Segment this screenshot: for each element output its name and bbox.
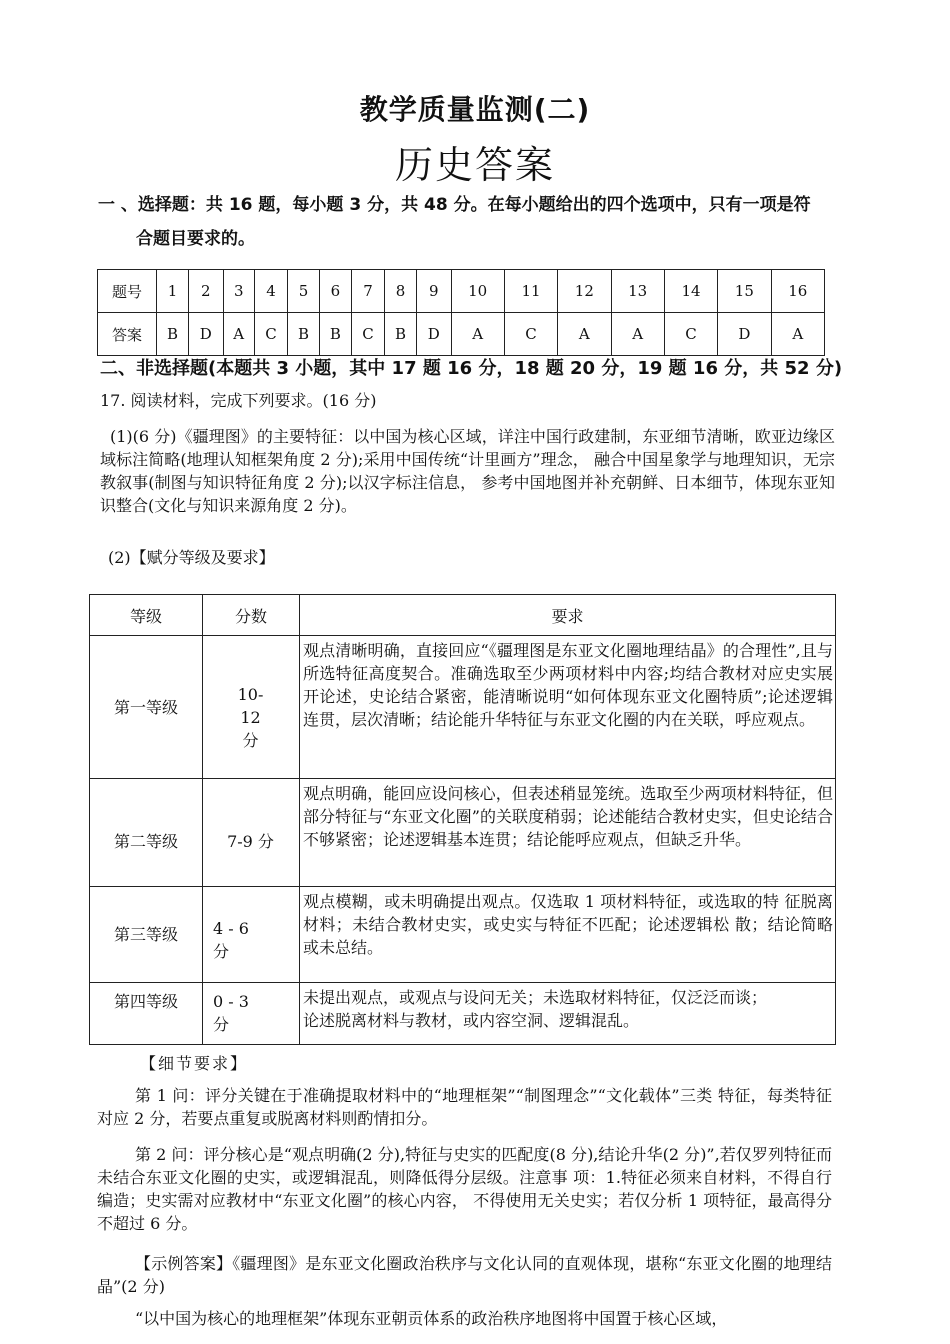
- question-number: 3: [223, 270, 254, 313]
- q17-part1-answer: (1)(6 分)《疆理图》的主要特征：以中国为核心区域，详注中国行政建制，东亚细节清晰，欧亚边缘区域标注简略(地理认知框架角度 2 分);采用中国传统“计里画方”理念， 融合中国星象学与地理知识，无宗教叙事(制图与知识特征角度 2 分);以汉字标注信息， 参考中国地图并补充朝鲜、日本细节，体现东亚知识整合(文化与知识来源角度 2 分)。: [100, 427, 835, 515]
- answer-cell: A: [771, 313, 825, 356]
- answer-cell: D: [188, 313, 223, 356]
- question-number: 8: [385, 270, 417, 313]
- detail-heading: 【细节要求】: [140, 1054, 249, 1073]
- answer-cell: C: [351, 313, 384, 356]
- grade-level: [90, 779, 203, 887]
- answer-cell: B: [157, 313, 189, 356]
- question-number: 6: [319, 270, 351, 313]
- grading-row: [90, 887, 836, 983]
- answer-cell: D: [416, 313, 451, 356]
- section1-line2: 合题目要求的。: [136, 229, 255, 249]
- section1-heading: [98, 188, 868, 256]
- grading-table: [89, 594, 836, 1045]
- example-answer-continued: “以中国为核心的地理框架”体现东亚朝贡体系的政治秩序地图将中国置于核心区域，: [135, 1309, 728, 1328]
- question-number: 13: [611, 270, 664, 313]
- q17-part2-heading: (2)【赋分等级及要求】: [108, 548, 275, 567]
- section1-line1: 一 、选择题：共 16 题，每小题 3 分，共 48 分。在每小题给出的四个选项中，只有一项是符: [98, 195, 811, 215]
- grading-row: [90, 636, 836, 779]
- detail-q2: 第 2 问：评分核心是“观点明确(2 分),特征与史实的匹配度(8 分),结论升华(2 分)”,若仅罗列特征而未结合东亚文化圈的史实，或逻辑混乱，则降低得分层级。注意事 项：1.特征必须来自材料，不得自行编造；史实需对应教材中“东亚文化圈”的核心内容， 不得使用无关史实；若仅分析 1 项特征，最高得分不超过 6 分。: [97, 1145, 832, 1233]
- grade-level: 第三等级: [90, 887, 203, 983]
- question-number: 11: [504, 270, 557, 313]
- question-number: 7: [351, 270, 384, 313]
- answer-table: [97, 269, 825, 356]
- grade-level: 第一等级: [90, 636, 203, 779]
- question-number: 10: [451, 270, 504, 313]
- grade-score-text: 0 - 3 分: [213, 992, 249, 1034]
- grading-row: [90, 779, 836, 887]
- section2-heading: 二、非选择题(本题共 3 小题，其中 17 题 16 分，18 题 20 分，19 题 16 分，共 52 分): [100, 358, 843, 379]
- q17-intro: 17. 阅读材料，完成下列要求。(16 分): [100, 391, 377, 410]
- grade-requirement: 观点清晰明确，直接回应“《疆理图是东亚文化圈地理结晶》的合理性”,且与所选特征高度契合。准确选取至少两项材料中内容;均结合教材对应史实展开论述，史论结合紧密，能清晰说明“如何体现东亚文化圈特质”;论述逻辑连贯，层次清晰；结论能升华特征与东亚文化圈的内在关联，呼应观点。: [300, 636, 836, 779]
- answer-table-number-row: [98, 270, 825, 313]
- question-number: 9: [416, 270, 451, 313]
- grade-score-text: 4 - 6 分: [213, 918, 249, 961]
- question-number: 14: [664, 270, 717, 313]
- grade-score: [203, 636, 300, 779]
- page-title: 教学质量监测(二): [359, 93, 591, 126]
- question-number: 15: [718, 270, 771, 313]
- detail-q1: 第 1 问：评分关键在于准确提取材料中的“地理框架”“制图理念”“文化载体”三类 特征，每类特征对应 2 分，若要点重复或脱离材料则酌情扣分。: [97, 1086, 832, 1128]
- answer-table-row-label: 题号: [98, 270, 157, 313]
- question-number: 12: [558, 270, 611, 313]
- grade-requirement: 观点模糊，或未明确提出观点。仅选取 1 项材料特征，或选取的特 征脱离材料；未结合教材史实，或史实与特征不匹配；论述逻辑松 散；结论简略或未总结。: [300, 887, 836, 983]
- answer-table-answer-row: [98, 313, 825, 356]
- grade-score: [203, 779, 300, 887]
- answer-cell: A: [223, 313, 254, 356]
- answer-cell: A: [451, 313, 504, 356]
- grade-level: [90, 983, 203, 1045]
- question-number: 16: [771, 270, 825, 313]
- grade-score: [203, 887, 300, 983]
- grading-header-score: 分数: [203, 595, 300, 636]
- page-subtitle: 历史答案: [394, 143, 555, 187]
- grade-score-text: 7-9 分: [227, 832, 274, 851]
- grade-score-text: 10- 12 分: [237, 684, 264, 750]
- answer-cell: A: [611, 313, 664, 356]
- grade-level-text: 第四等级: [113, 992, 178, 1011]
- grading-header-requirement: 要求: [300, 595, 836, 636]
- grade-score: [203, 983, 300, 1045]
- answer-cell: C: [504, 313, 557, 356]
- question-number: 1: [157, 270, 189, 313]
- grade-level-text: 第二等级: [113, 832, 178, 851]
- answer-cell: A: [558, 313, 611, 356]
- answer-cell: B: [319, 313, 351, 356]
- grading-header-level: 等级: [90, 595, 203, 636]
- example-answer: 【示例答案】《疆理图》是东亚文化圈政治秩序与文化认同的直观体现，堪称“东亚文化圈的地理结晶”(2 分): [97, 1254, 832, 1296]
- question-number: 2: [188, 270, 223, 313]
- answer-cell: C: [254, 313, 287, 356]
- grading-row: [90, 983, 836, 1045]
- grading-table-header: [90, 595, 836, 636]
- grade-requirement: 未提出观点，或观点与设问无关；未选取材料特征，仅泛泛而谈； 论述脱离材料与教材，或内容空洞、逻辑混乱。: [300, 983, 836, 1045]
- answer-cell: D: [718, 313, 771, 356]
- answer-table-row-label: 答案: [98, 313, 157, 356]
- answer-cell: B: [288, 313, 320, 356]
- question-number: 5: [288, 270, 320, 313]
- question-number: 4: [254, 270, 287, 313]
- answer-cell: C: [664, 313, 717, 356]
- answer-cell: B: [385, 313, 417, 356]
- grade-requirement: 观点明确，能回应设问核心，但表述稍显笼统。选取至少两项材料特征，但部分特征与“东亚文化圈”的关联度稍弱；论述能结合教材史实，但史论结合不够紧密；论述逻辑基本连贯；结论能呼应观点，但缺乏升华。: [300, 779, 836, 887]
